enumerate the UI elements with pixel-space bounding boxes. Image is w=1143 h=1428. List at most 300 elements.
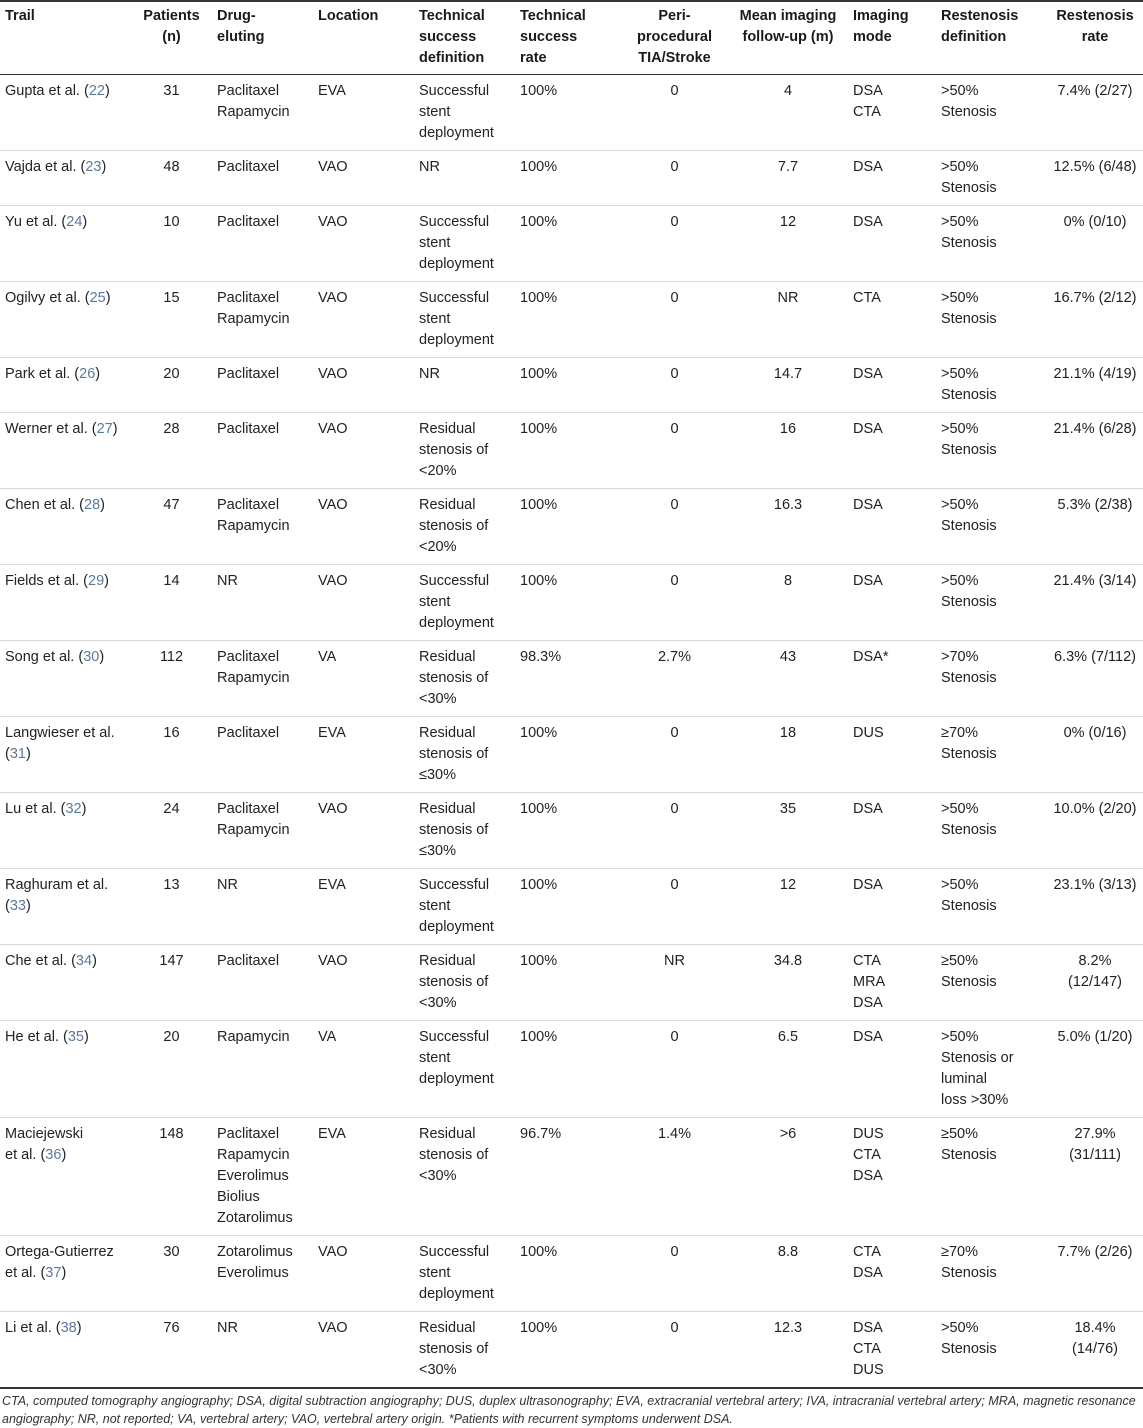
success-rate-cell: 100% <box>515 717 621 793</box>
imaging-mode-cell <box>848 282 936 358</box>
cell-line: MRA <box>853 974 886 990</box>
drug-cell <box>212 282 313 358</box>
restenosis-definition-cell <box>936 1021 1046 1118</box>
cell-line: DUS <box>853 725 884 741</box>
restenosis-rate-cell <box>1046 793 1143 869</box>
table-row <box>0 945 1143 1021</box>
table-row <box>0 1236 1143 1312</box>
trail-close: ) <box>99 649 105 665</box>
restenosis-rate-cell <box>1046 1236 1143 1312</box>
column-header <box>130 1 212 75</box>
trail-text: et al. ( <box>5 1147 46 1163</box>
cell-line: stenosis of <box>419 822 489 838</box>
reference-link[interactable]: 30 <box>83 649 100 665</box>
cell-line: 8.2% (12/147) <box>1067 953 1122 990</box>
followup-cell: 12 <box>727 869 848 945</box>
success-rate-cell: 100% <box>515 1021 621 1118</box>
imaging-mode-cell <box>848 489 936 565</box>
drug-cell <box>212 151 313 206</box>
trail-cell <box>0 565 130 641</box>
trail-close: ) <box>112 421 118 437</box>
cell-line: <20% <box>419 463 457 479</box>
cell-line: Rapamycin <box>217 1147 290 1163</box>
cell-line: Technical <box>419 8 485 24</box>
cell-line: CTA <box>853 1244 881 1260</box>
cell-line: >50% <box>941 214 979 230</box>
cell-line: DSA <box>853 1320 883 1336</box>
cell-line: Residual <box>419 421 476 437</box>
reference-link[interactable]: 28 <box>84 497 101 513</box>
success-definition-cell <box>414 489 515 565</box>
restenosis-rate-cell <box>1046 75 1143 151</box>
drug-cell <box>212 75 313 151</box>
table-row <box>0 75 1143 151</box>
location-cell: VAO <box>313 565 414 641</box>
cell-line: luminal <box>941 1071 987 1087</box>
cell-line: Successful <box>419 214 490 230</box>
trail-close: ) <box>61 1147 67 1163</box>
trail-cell <box>0 75 130 151</box>
cell-line: Successful <box>419 877 490 893</box>
success-definition-cell <box>414 151 515 206</box>
reference-link[interactable]: 27 <box>96 421 113 437</box>
trail-close: ) <box>95 366 101 382</box>
cell-line: >50% <box>941 573 979 589</box>
tia-stroke-cell: 0 <box>621 1312 727 1389</box>
imaging-mode-cell <box>848 1236 936 1312</box>
cell-line: Everolimus <box>217 1168 289 1184</box>
patients-cell: 30 <box>130 1236 212 1312</box>
restenosis-definition-cell <box>936 717 1046 793</box>
cell-line: Successful <box>419 1029 490 1045</box>
location-cell: VAO <box>313 413 414 489</box>
imaging-mode-cell <box>848 945 936 1021</box>
cell-line: 21.4% (6/28) <box>1053 421 1137 437</box>
table-row <box>0 869 1143 945</box>
trail-close: ) <box>105 290 111 306</box>
patients-cell: 10 <box>130 206 212 282</box>
success-rate-cell: 100% <box>515 869 621 945</box>
cell-line: Paclitaxel <box>217 1126 280 1142</box>
cell-line: Paclitaxel <box>217 953 280 969</box>
cell-line: 18.4% (14/76) <box>1072 1320 1118 1357</box>
location-cell: VAO <box>313 206 414 282</box>
followup-cell: 12 <box>727 206 848 282</box>
success-definition-cell <box>414 282 515 358</box>
cell-line: >70% <box>941 649 979 665</box>
patients-cell: 47 <box>130 489 212 565</box>
drug-cell <box>212 945 313 1021</box>
restenosis-rate-cell <box>1046 282 1143 358</box>
trail-text: Werner et al. ( <box>5 421 97 437</box>
table-row <box>0 151 1143 206</box>
restenosis-definition-cell <box>936 869 1046 945</box>
success-rate-cell: 96.7% <box>515 1118 621 1236</box>
cell-line: DSA <box>853 995 883 1011</box>
trail-cell <box>0 282 130 358</box>
cell-line: Stenosis <box>941 104 997 120</box>
cell-line: stent <box>419 1050 451 1066</box>
cell-line: CTA <box>853 104 881 120</box>
trail-text: Gupta et al. ( <box>5 83 89 99</box>
trail-text: He et al. ( <box>5 1029 68 1045</box>
trail-close: ) <box>84 1029 89 1045</box>
drug-cell <box>212 641 313 717</box>
reference-link[interactable]: 32 <box>65 801 82 817</box>
reference-link[interactable]: 26 <box>79 366 96 382</box>
patients-cell: 28 <box>130 413 212 489</box>
cell-line: 6.3% (7/112) <box>1054 649 1136 665</box>
trail-text: Lu et al. ( <box>5 801 66 817</box>
table-row <box>0 489 1143 565</box>
table-row <box>0 413 1143 489</box>
cell-line: 5.0% (1/20) <box>1057 1029 1133 1045</box>
tia-stroke-cell: 0 <box>621 75 727 151</box>
cell-line: 27.9% <box>1074 1126 1116 1142</box>
cell-line: Residual <box>419 649 476 665</box>
imaging-mode-cell <box>848 75 936 151</box>
drug-cell <box>212 869 313 945</box>
cell-line: Patients <box>143 8 200 24</box>
cell-line: DSA <box>853 497 883 513</box>
cell-line: Stenosis <box>941 1265 997 1281</box>
reference-link[interactable]: 37 <box>45 1265 62 1281</box>
location-cell: VAO <box>313 151 414 206</box>
location-cell: EVA <box>313 869 414 945</box>
table-row <box>0 1312 1143 1389</box>
followup-cell: 18 <box>727 717 848 793</box>
cell-line: Stenosis <box>941 387 997 403</box>
cell-line: 0% (0/16) <box>1063 725 1127 741</box>
reference-link[interactable]: 29 <box>88 573 105 589</box>
restenosis-rate-cell <box>1046 717 1143 793</box>
cell-line: CTA <box>853 1341 881 1357</box>
trail-text: Langwieser et al. <box>5 725 115 741</box>
imaging-mode-cell <box>848 1312 936 1389</box>
cell-line: Stenosis <box>941 974 997 990</box>
cell-line: Zotarolimus <box>217 1244 293 1260</box>
column-header <box>936 1 1046 75</box>
restenosis-definition-cell <box>936 1118 1046 1236</box>
reference-link[interactable]: 36 <box>45 1147 62 1163</box>
reference-link[interactable]: 31 <box>9 746 26 762</box>
reference-link[interactable]: 34 <box>75 953 93 969</box>
trail-cell <box>0 945 130 1021</box>
cell-line: Rapamycin <box>217 670 290 686</box>
trail-text: Raghuram et al. <box>5 877 109 893</box>
cell-line: Biolius <box>217 1189 260 1205</box>
cell-line: Residual <box>419 801 476 817</box>
cell-line: >50% <box>941 366 979 382</box>
cell-line: NR <box>419 159 440 175</box>
success-rate-cell: 100% <box>515 358 621 413</box>
cell-line: mode <box>853 29 892 45</box>
reference-link[interactable]: 38 <box>60 1320 77 1336</box>
cell-line: <20% <box>419 539 457 555</box>
success-rate-cell: 100% <box>515 151 621 206</box>
reference-link[interactable]: 33 <box>9 898 26 914</box>
drug-cell <box>212 1312 313 1389</box>
cell-line: Paclitaxel <box>217 214 280 230</box>
table-footnote: CTA, computed tomography angiography; DSA, digital subtraction angiography; DUS, duplex ultrasonography; EVA, extracranial vertebral artery; IVA, intracranial vertebral artery; MRA, magnetic resonance angiography; NR, not reported; VA, vertebral artery; VAO, vertebral artery origin. *Patients with recurrent symptoms underwent DSA. <box>2 1394 1136 1426</box>
cell-line: stent <box>419 104 451 120</box>
cell-line: DSA <box>853 1029 883 1045</box>
cell-line: rate <box>1081 29 1109 45</box>
restenosis-rate-cell <box>1046 565 1143 641</box>
cell-line: ≥50% <box>941 953 978 969</box>
cell-line: Stenosis <box>941 518 997 534</box>
trail-cell <box>0 1118 130 1236</box>
trail-cell <box>0 641 130 717</box>
trail-text: Fields et al. ( <box>5 573 88 589</box>
followup-cell: 43 <box>727 641 848 717</box>
followup-cell: 8 <box>727 565 848 641</box>
cell-line: >50% <box>941 421 979 437</box>
success-rate-cell: 100% <box>515 945 621 1021</box>
patients-cell: 24 <box>130 793 212 869</box>
table-body <box>0 75 1143 1389</box>
cell-line: DSA <box>853 1265 883 1281</box>
trail-text: Yu et al. ( <box>5 214 67 230</box>
trail-text: ( <box>5 898 10 914</box>
cell-line: ≥70% <box>941 725 978 741</box>
cell-line: Successful <box>419 573 490 589</box>
drug-cell <box>212 489 313 565</box>
column-header <box>515 1 621 75</box>
success-rate-cell: 100% <box>515 206 621 282</box>
cell-line: (31/111) <box>1069 1147 1121 1163</box>
trail-cell <box>0 358 130 413</box>
imaging-mode-cell <box>848 151 936 206</box>
cell-line: Paclitaxel <box>217 801 280 817</box>
cell-line: DUS <box>853 1126 884 1142</box>
success-definition-cell <box>414 358 515 413</box>
followup-cell: >6 <box>727 1118 848 1236</box>
cell-line: Restenosis <box>1056 8 1134 24</box>
column-header <box>848 1 936 75</box>
success-rate-cell: 100% <box>515 1312 621 1389</box>
cell-line: (n) <box>162 29 181 45</box>
trail-close: ) <box>76 1320 82 1336</box>
table-row <box>0 1021 1143 1118</box>
location-cell: VAO <box>313 1236 414 1312</box>
tia-stroke-cell: 2.7% <box>621 641 727 717</box>
cell-line: 21.4% (3/14) <box>1053 573 1137 589</box>
cell-line: DSA <box>853 1168 883 1184</box>
patients-cell: 148 <box>130 1118 212 1236</box>
restenosis-definition-cell <box>936 1236 1046 1312</box>
cell-line: Paclitaxel <box>217 649 280 665</box>
cell-line: NR <box>419 366 440 382</box>
followup-cell: 7.7 <box>727 151 848 206</box>
trail-cell <box>0 206 130 282</box>
reference-link[interactable]: 24 <box>66 214 83 230</box>
restenosis-definition-cell <box>936 793 1046 869</box>
restenosis-rate-cell <box>1046 413 1143 489</box>
trail-close: ) <box>101 159 107 175</box>
column-header <box>727 1 848 75</box>
table-row <box>0 282 1143 358</box>
cell-line: Paclitaxel <box>217 290 280 306</box>
cell-line: Peri- <box>658 8 691 24</box>
patients-cell: 16 <box>130 717 212 793</box>
cell-line: Rapamycin <box>217 518 290 534</box>
trail-text: Ogilvy et al. ( <box>5 290 90 306</box>
location-cell: EVA <box>313 717 414 793</box>
location-cell: VA <box>313 641 414 717</box>
trail-close: ) <box>104 83 110 99</box>
success-definition-cell <box>414 75 515 151</box>
cell-line: >50% <box>941 497 979 513</box>
imaging-mode-cell <box>848 793 936 869</box>
restenosis-definition-cell <box>936 75 1046 151</box>
success-definition-cell <box>414 206 515 282</box>
cell-line: Stenosis <box>941 898 997 914</box>
reference-link[interactable]: 35 <box>67 1029 84 1045</box>
cell-line: definition <box>941 29 1007 45</box>
restenosis-rate-cell <box>1046 869 1143 945</box>
drug-cell <box>212 793 313 869</box>
reference-link[interactable]: 25 <box>89 290 106 306</box>
followup-cell: 35 <box>727 793 848 869</box>
cell-line: stenosis of <box>419 1147 489 1163</box>
location-cell: VAO <box>313 282 414 358</box>
cell-line: 5.3% (2/38) <box>1057 497 1133 513</box>
trail-cell <box>0 413 130 489</box>
cell-line: stent <box>419 235 451 251</box>
restenosis-definition-cell <box>936 489 1046 565</box>
restenosis-rate-cell <box>1046 1118 1143 1236</box>
imaging-mode-cell <box>848 717 936 793</box>
success-definition-cell <box>414 565 515 641</box>
cell-line: >50% <box>941 877 979 893</box>
cell-line: follow-up (m) <box>742 29 834 45</box>
trail-text: Che et al. ( <box>5 953 76 969</box>
cell-line: Stenosis <box>941 442 997 458</box>
success-rate-cell: 100% <box>515 413 621 489</box>
cell-line: Rapamycin <box>217 1029 290 1045</box>
cell-line: <30% <box>419 1362 457 1378</box>
trail-close: ) <box>82 214 88 230</box>
cell-line: stenosis of <box>419 518 489 534</box>
cell-line: Successful <box>419 290 490 306</box>
drug-cell <box>212 1236 313 1312</box>
trail-close: ) <box>61 1265 67 1281</box>
cell-line: stenosis of <box>419 442 489 458</box>
tia-stroke-cell: 0 <box>621 151 727 206</box>
cell-line: TIA/Stroke <box>638 50 711 66</box>
success-definition-cell <box>414 413 515 489</box>
cell-line: Rapamycin <box>217 311 290 327</box>
cell-line: <30% <box>419 691 457 707</box>
patients-cell: 76 <box>130 1312 212 1389</box>
table-row <box>0 565 1143 641</box>
success-rate-cell: 100% <box>515 565 621 641</box>
trail-cell <box>0 717 130 793</box>
tia-stroke-cell: 0 <box>621 565 727 641</box>
cell-line: Stenosis <box>941 180 997 196</box>
column-header <box>0 1 130 75</box>
success-definition-cell <box>414 641 515 717</box>
cell-line: stenosis of <box>419 1341 489 1357</box>
tia-stroke-cell: 0 <box>621 358 727 413</box>
cell-line: 23.1% (3/13) <box>1053 877 1137 893</box>
cell-line: >50% <box>941 290 979 306</box>
success-definition-cell <box>414 945 515 1021</box>
trail-cell <box>0 1312 130 1389</box>
cell-line: 12.5% (6/48) <box>1053 159 1137 175</box>
cell-line: CTA <box>853 1147 881 1163</box>
drug-cell <box>212 1021 313 1118</box>
tia-stroke-cell: 0 <box>621 206 727 282</box>
trail-close: ) <box>104 573 109 589</box>
restenosis-rate-cell <box>1046 1312 1143 1389</box>
column-header <box>1046 1 1143 75</box>
patients-cell: 15 <box>130 282 212 358</box>
trail-cell <box>0 489 130 565</box>
patients-cell: 147 <box>130 945 212 1021</box>
trail-text: Ortega-Gutierrez <box>5 1244 114 1260</box>
restenosis-definition-cell <box>936 565 1046 641</box>
patients-cell: 20 <box>130 1021 212 1118</box>
success-definition-cell <box>414 1118 515 1236</box>
cell-line: stent <box>419 594 451 610</box>
reference-link[interactable]: 23 <box>85 159 102 175</box>
patients-cell: 48 <box>130 151 212 206</box>
success-definition-cell <box>414 717 515 793</box>
cell-line: definition <box>419 50 485 66</box>
imaging-mode-cell <box>848 413 936 489</box>
followup-cell: 6.5 <box>727 1021 848 1118</box>
restenosis-definition-cell <box>936 206 1046 282</box>
cell-line: deployment <box>419 1286 494 1302</box>
cell-line: Successful <box>419 83 490 99</box>
followup-cell: 8.8 <box>727 1236 848 1312</box>
followup-cell: 34.8 <box>727 945 848 1021</box>
success-definition-cell <box>414 793 515 869</box>
tia-stroke-cell: 0 <box>621 717 727 793</box>
cell-line: deployment <box>419 919 494 935</box>
reference-link[interactable]: 22 <box>88 83 105 99</box>
cell-line: success <box>419 29 477 45</box>
cell-line: Residual <box>419 1320 476 1336</box>
cell-line: DSA <box>853 159 883 175</box>
cell-line: deployment <box>419 1071 494 1087</box>
tia-stroke-cell: 0 <box>621 489 727 565</box>
tia-stroke-cell: 0 <box>621 1021 727 1118</box>
success-rate-cell: 100% <box>515 489 621 565</box>
cell-line: <30% <box>419 1168 457 1184</box>
patients-cell: 13 <box>130 869 212 945</box>
column-header <box>414 1 515 75</box>
cell-line: 10.0% (2/20) <box>1053 801 1137 817</box>
cell-line: eluting <box>217 29 265 45</box>
table-row <box>0 717 1143 793</box>
table-row <box>0 641 1143 717</box>
cell-line: Residual <box>419 725 476 741</box>
drug-cell <box>212 413 313 489</box>
imaging-mode-cell <box>848 1021 936 1118</box>
restenosis-definition-cell <box>936 151 1046 206</box>
tia-stroke-cell: 0 <box>621 1236 727 1312</box>
imaging-mode-cell <box>848 641 936 717</box>
success-rate-cell: 100% <box>515 1236 621 1312</box>
cell-line: Paclitaxel <box>217 725 280 741</box>
imaging-mode-cell <box>848 1118 936 1236</box>
cell-line: Paclitaxel <box>217 366 280 382</box>
trail-text: Chen et al. ( <box>5 497 84 513</box>
tia-stroke-cell: 0 <box>621 869 727 945</box>
